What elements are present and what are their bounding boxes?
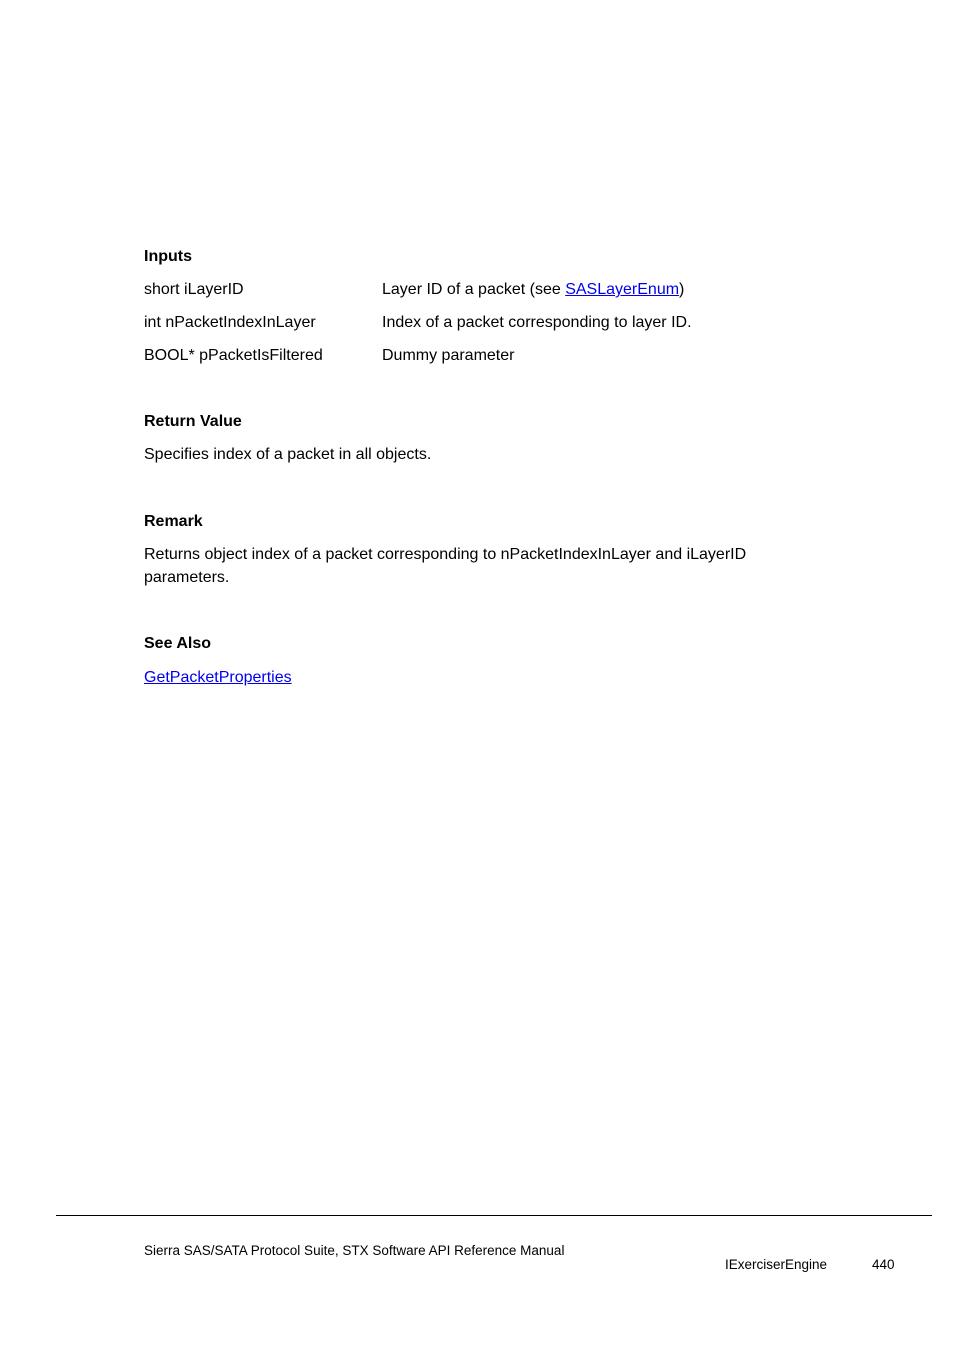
param-name-npacketindexinlayer: int nPacketIndexInLayer bbox=[144, 314, 316, 331]
return-value-heading: Return Value bbox=[144, 413, 242, 430]
param-desc-suffix: ) bbox=[679, 281, 685, 298]
remark-text-line-1: Returns object index of a packet corresponding to nPacketIndexInLayer and iLayerID bbox=[144, 546, 747, 563]
saslayerenum-link[interactable]: SASLayerEnum bbox=[565, 281, 680, 298]
see-also-item bbox=[144, 669, 292, 687]
param-desc-prefix: Layer ID of a packet (see bbox=[382, 281, 566, 298]
param-desc-npacketindexinlayer: Index of a packet corresponding to layer ID. bbox=[382, 314, 692, 331]
remark-heading: Remark bbox=[144, 513, 203, 530]
inputs-heading: Inputs bbox=[144, 248, 192, 265]
param-desc-ilayerid bbox=[382, 281, 684, 299]
param-desc-ppacketisfiltered: Dummy parameter bbox=[382, 347, 515, 364]
getpacketproperties-link[interactable]: GetPacketProperties bbox=[144, 669, 292, 686]
param-name-ppacketisfiltered: BOOL* pPacketIsFiltered bbox=[144, 347, 323, 364]
footer-page-number: 440 bbox=[872, 1257, 895, 1272]
remark-text-line-2: parameters. bbox=[144, 569, 230, 586]
see-also-heading: See Also bbox=[144, 635, 211, 652]
footer-divider bbox=[56, 1215, 932, 1216]
footer-manual-title: Sierra SAS/SATA Protocol Suite, STX Software API Reference Manual bbox=[144, 1243, 565, 1258]
return-value-text: Specifies index of a packet in all objects. bbox=[144, 446, 432, 463]
param-name-ilayerid: short iLayerID bbox=[144, 281, 244, 298]
footer-section-name: IExerciserEngine bbox=[725, 1257, 828, 1272]
